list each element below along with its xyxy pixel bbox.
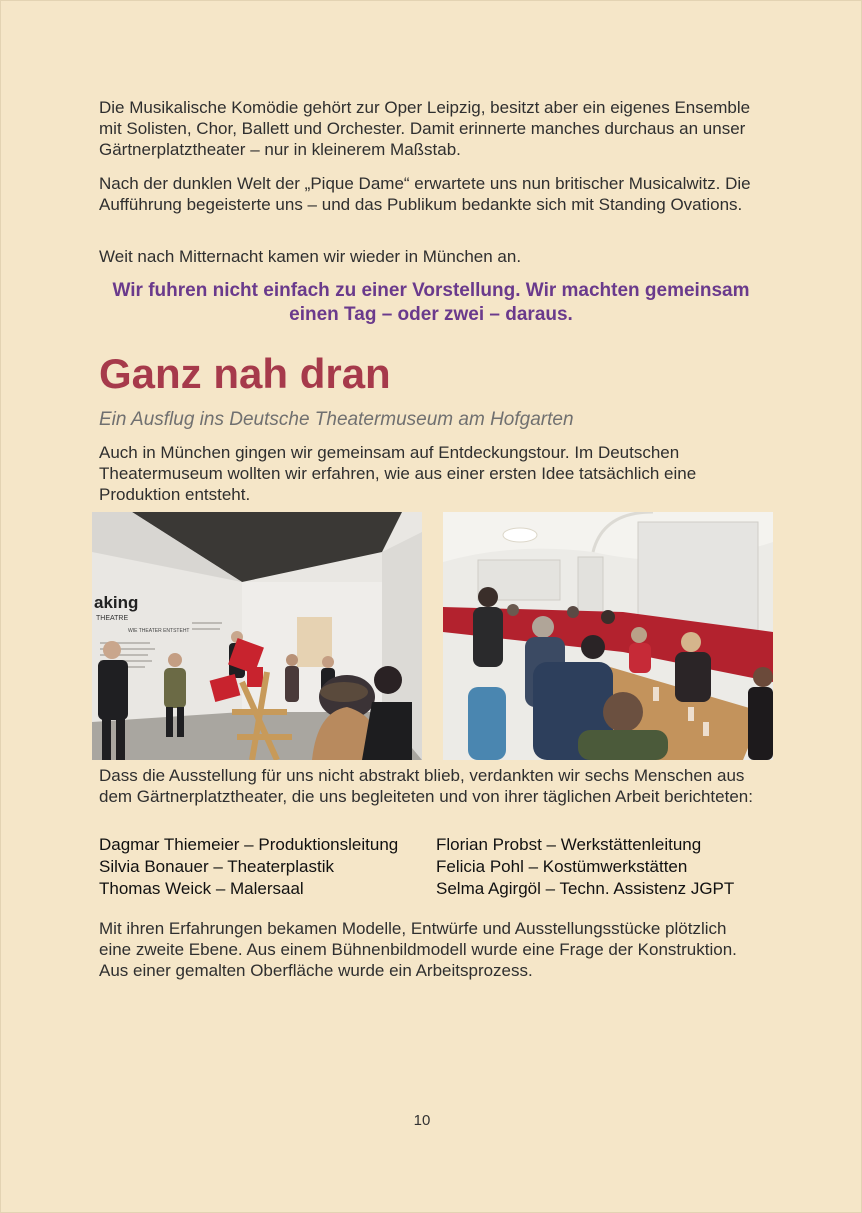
paragraph-pique-dame: Nach der dunklen Welt der „Pique Dame“ erwartete uns nun britischer Musicalwitz. Die Aufführung begeisterte uns – und das Publikum bedankte sich mit Standing Ovations. [99,174,751,214]
wall-subtitle-text: THEATRE [96,615,129,622]
paragraph-experience: Mit ihren Erfahrungen bekamen Modelle, Entwürfe und Ausstellungsstücke plötzlich eine zweite Ebene. Aus einem Bühnenbildmodell wurde eine Frage der Konstruktion. Aus einer gemalten Oberfläche wurde ein Arbeitsprozess. [99,919,737,980]
paragraph-leipzig: Die Musikalische Komödie gehört zur Oper Leipzig, besitzt aber ein eigenes Ensemble mit Solisten, Chor, Ballett und Orchester. Damit erinnerte manches durchaus an unser Gärtnerplatztheater – nur in kleinerem Maßstab. [99,98,751,159]
staff-row [99,856,779,878]
staff-row [99,834,779,856]
staff-name: Silvia Bonauer – Theaterplastik [99,857,334,876]
staff-name: Selma Agirgöl – Techn. Assistenz JGPT [436,879,735,898]
paragraph-munich: Auch in München gingen wir gemeinsam auf Entdeckungstour. Im Deutschen Theatermuseum wollten wir erfahren, wie aus einer ersten Idee tatsächlich eine Produktion entsteht. [99,443,697,504]
pull-quote: Wir fuhren nicht einfach zu einer Vorstellung. Wir machten gemeinsam einen Tag – oder zwei – daraus. [112,280,750,325]
paragraph-return: Weit nach Mitternacht kamen wir wieder in München an. [99,247,522,266]
staff-name: Florian Probst – Werkstättenleitung [436,835,702,854]
museum-exhibition-photo [92,512,422,760]
restaurant-group-photo [443,512,773,760]
wall-title-text: aking [94,593,139,612]
staff-list [99,834,779,900]
page-number: 10 [413,1112,431,1129]
staff-name: Felicia Pohl – Kostümwerkstätten [436,857,688,876]
wall-caption-text: WIE THEATER ENTSTEHT [128,628,190,634]
section-subtitle: Ein Ausflug ins Deutsche Theatermuseum am Hofgarten [99,409,574,430]
section-heading: Ganz nah dran [99,350,391,397]
staff-name: Dagmar Thiemeier – Produktionsleitung [99,835,399,854]
paragraph-exhibition: Dass die Ausstellung für uns nicht abstrakt blieb, verdankten wir sechs Menschen aus dem Gärtnerplatztheater, die uns begleiteten und von ihrer täglichen Arbeit berichteten: [99,766,753,806]
staff-name: Thomas Weick – Malersaal [99,879,304,898]
staff-row [99,878,779,900]
